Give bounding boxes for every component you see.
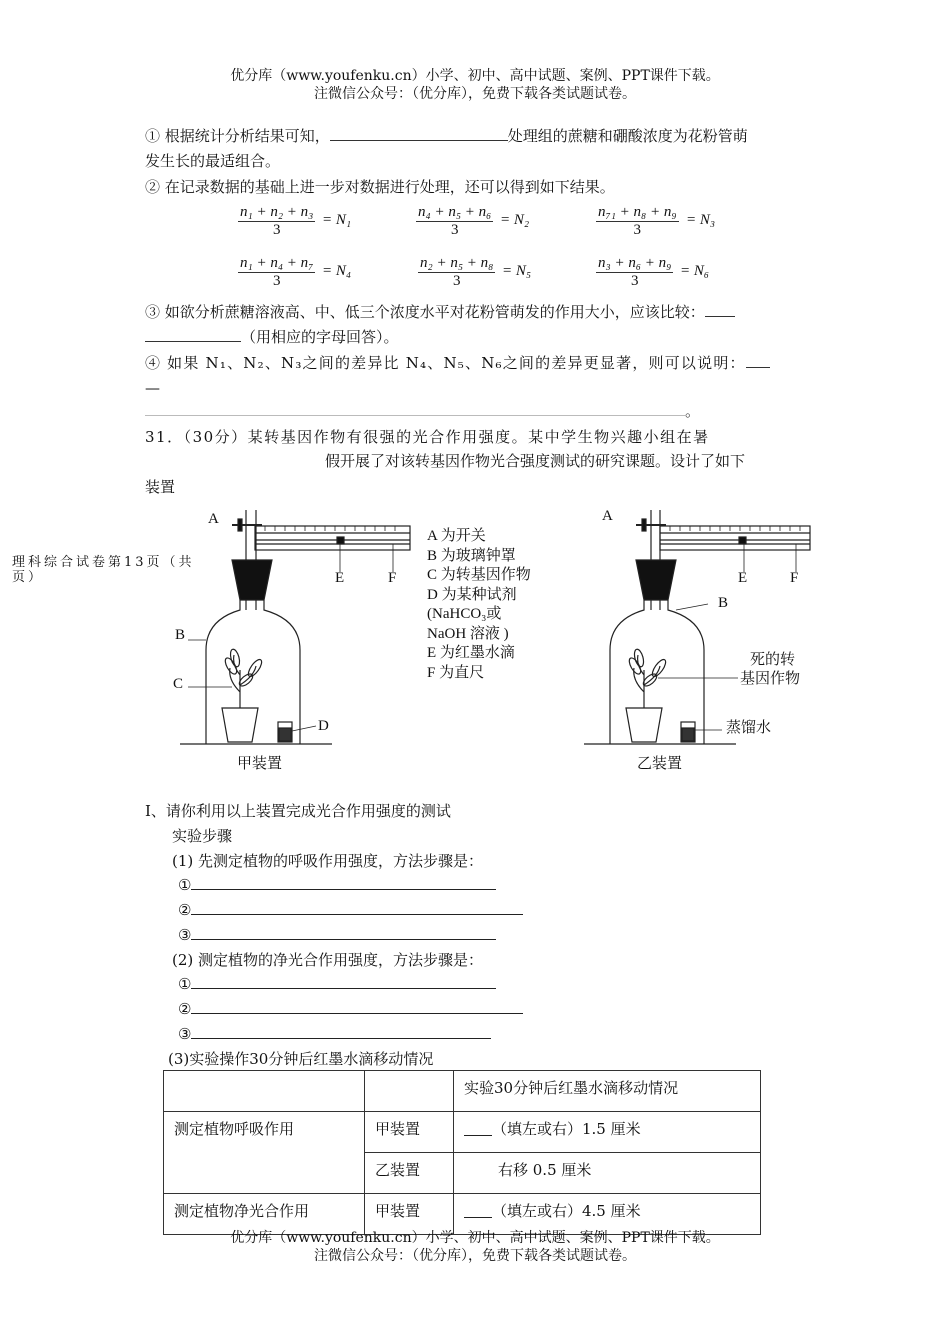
jia-label-c: C: [173, 676, 184, 692]
yi-label-e: E: [738, 570, 748, 586]
table-row: [164, 1071, 761, 1112]
yi-label-plant2: 基因作物: [740, 669, 801, 687]
q31-line1: 31．（30分）某转基因作物有很强的光合作用强度。某中学生物兴趣小组在暑: [145, 428, 710, 446]
step1-blank2: ②: [178, 899, 523, 919]
figure-legend: A 为开关 B 为玻璃钟罩 C 为转基因作物 D 为某种试剂 (NaHCO₃或 NaOH 溶液 ) E 为红墨水滴 F 为直尺: [427, 528, 531, 681]
table-row: 测定植物净光合作用 甲装置 （填左或右）4.5 厘米: [164, 1194, 761, 1235]
jia-ruler: [255, 526, 410, 550]
step3-title: (3)实验操作30分钟后红墨水滴移动情况: [168, 1050, 434, 1068]
yi-label-f: F: [790, 570, 799, 586]
formula-n2: n₄ + n₅ + n₆ 3 = N₂: [418, 204, 530, 238]
side-page-note: 理科综合试卷第13页（共页）: [12, 555, 195, 585]
answer-blank[interactable]: [145, 325, 241, 342]
page-footer-line1: 优分库（www.youfenku.cn）小学、初中、高中试题、案例、PPT课件下载。: [230, 1230, 720, 1246]
jia-label-b: B: [175, 627, 186, 643]
step2-blank3: ③: [178, 1023, 491, 1043]
step2-title: (2) 测定植物的净光合作用强度，方法步骤是：: [172, 951, 484, 969]
yi-ink-drop: [739, 537, 746, 544]
formula-n6: n₃ + n₆ + n₉ 3 = N₆: [598, 255, 710, 289]
q30-item1: ① 根据统计分析结果可知， 处理组的蔗糖和硼酸浓度为花粉管萌: [145, 124, 810, 148]
steps-title: 实验步骤: [172, 827, 233, 845]
page-footer-line2: 注微信公众号：（优分库），免费下载各类试题试卷。: [314, 1248, 636, 1264]
formula-n1: n₁ + n₂ + n₃ 3 = N₁: [240, 204, 352, 238]
q30-item3-cont: （用相应的字母回答）。: [145, 325, 810, 349]
table-row: 测定植物呼吸作用 甲装置 （填左或右）1.5 厘米: [164, 1112, 761, 1153]
q31-line2: 假开展了对该转基因作物光合强度测试的研究课题。设计了如下: [325, 452, 746, 470]
yi-ruler: [660, 526, 810, 550]
q31-line3: 装置: [145, 478, 176, 496]
table-row: 乙装置 右移 0.5 厘米: [164, 1153, 761, 1194]
yi-label-b: B: [718, 595, 729, 611]
yi-apparatus: [584, 510, 810, 744]
jia-label-e: E: [335, 570, 345, 586]
step1-blank3: ③: [178, 924, 496, 944]
answer-blank[interactable]: [746, 351, 770, 368]
step1-blank1: ①: [178, 874, 496, 894]
formula-n3: n₇₁ + n₈ + n₉ 3 = N₃: [598, 204, 716, 238]
answer-blank[interactable]: [330, 124, 508, 141]
step2-blank2: ②: [178, 998, 523, 1018]
answer-blank[interactable]: [464, 1202, 492, 1218]
yi-label-plant1: 死的转: [750, 650, 796, 668]
q30-item4: ④ 如果 N₁、N₂、N₃之间的差异比 N₄、N₅、N₆之间的差异更显著，则可以说明：: [145, 351, 810, 375]
yi-label-water: 蒸馏水: [726, 718, 772, 736]
jia-label-a: A: [208, 511, 219, 527]
step2-blank1: ①: [178, 973, 496, 993]
answer-blank[interactable]: [464, 1120, 492, 1136]
answer-blank[interactable]: [145, 399, 685, 416]
step1-title: (1) 先测定植物的呼吸作用强度，方法步骤是：: [172, 852, 484, 870]
q30-item2: ② 在记录数据的基础上进一步对数据进行处理，还可以得到如下结果。: [145, 178, 615, 196]
part1-title: I、请你利用以上装置完成光合作用强度的测试: [145, 802, 451, 820]
page-header-line1: 优分库（www.youfenku.cn）小学、初中、高中试题、案例、PPT课件下载。: [230, 68, 720, 84]
page-header-line2: 注微信公众号：（优分库），免费下载各类试题试卷。: [314, 86, 636, 102]
jia-caption: 甲装置: [237, 754, 283, 772]
jia-apparatus: [180, 510, 410, 744]
yi-label-a: A: [602, 508, 613, 524]
jia-label-f: F: [388, 570, 397, 586]
jia-label-d: D: [318, 718, 329, 734]
jia-ink-drop: [337, 537, 344, 544]
formula-n5: n₂ + n₅ + n₈ 3 = N₅: [420, 255, 532, 289]
results-table: [163, 1070, 761, 1235]
q30-item3: ③ 如欲分析蔗糖溶液高、中、低三个浓度水平对花粉管萌发的作用大小，应该比较：: [145, 300, 810, 324]
formula-n4: n₁ + n₄ + n₇ 3 = N₄: [240, 255, 352, 289]
table-header: 实验30分钟后红墨水滴移动情况: [454, 1071, 761, 1112]
q30-item4-answer: 。: [145, 399, 810, 423]
yi-caption: 乙装置: [637, 754, 683, 772]
q30-item4-dash: —: [145, 379, 160, 397]
q30-item1-cont: 发生长的最适组合。: [145, 152, 281, 170]
answer-blank[interactable]: [705, 300, 735, 317]
